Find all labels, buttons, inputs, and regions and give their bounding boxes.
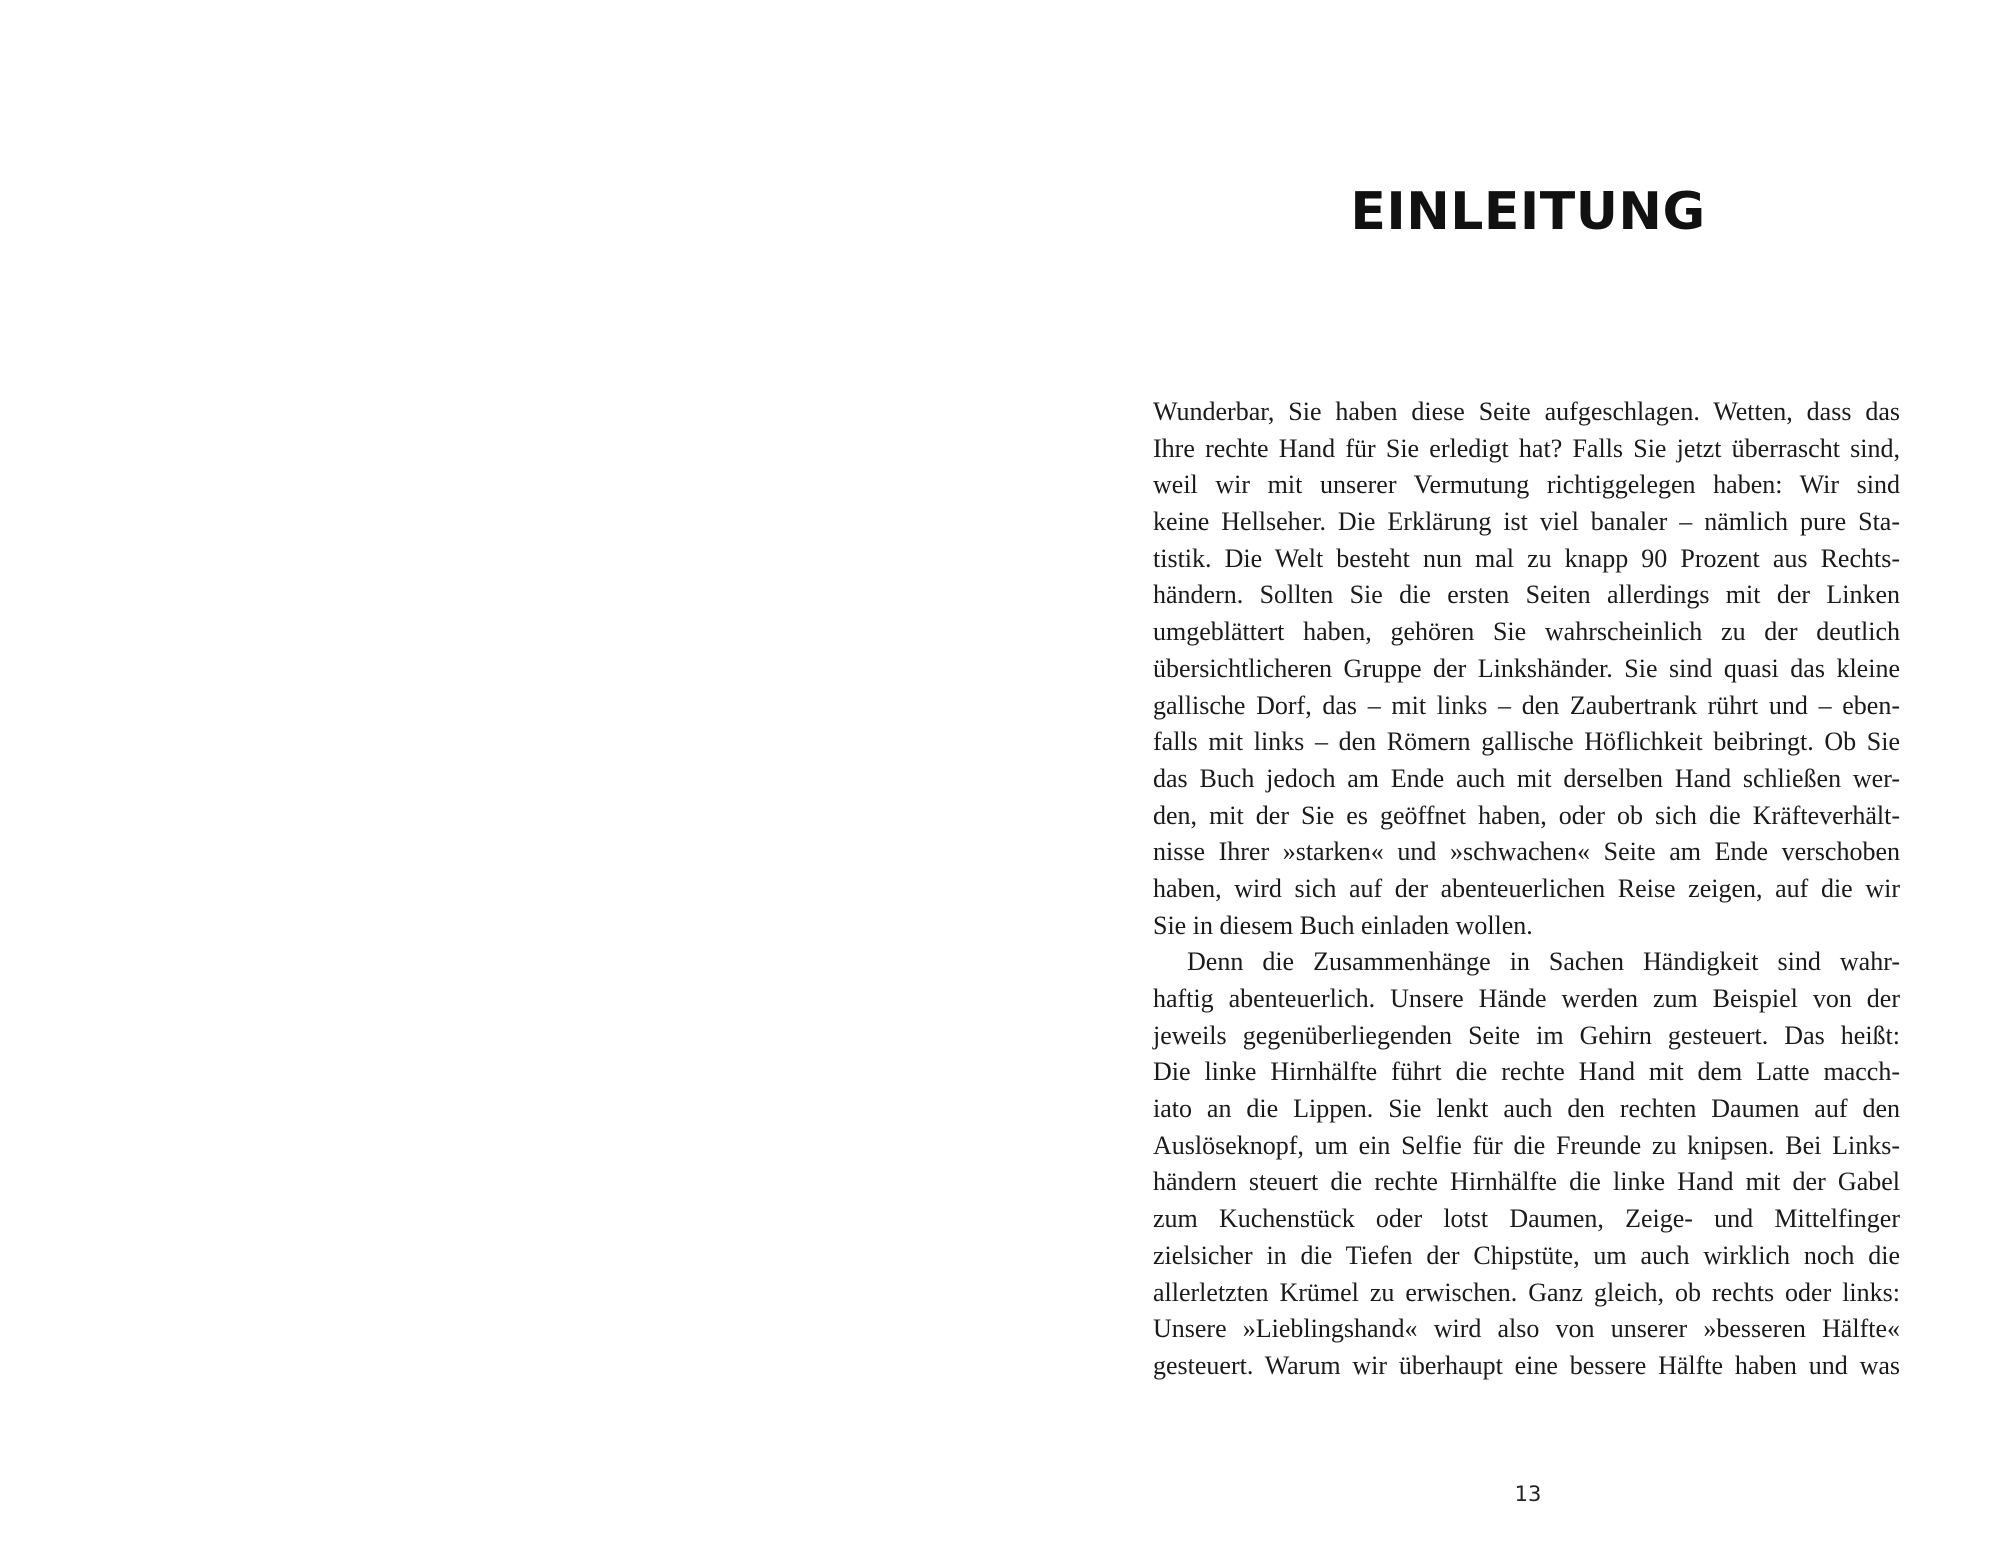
text-line: das Buch jedoch am Ende auch mit derselben Hand schließen wer- (1153, 763, 1900, 793)
text-line: Denn die Zusammenhänge in Sachen Händigkeit sind wahr- (1187, 947, 1900, 977)
text-line: haben, wird sich auf der abenteuerlichen Reise zeigen, auf die wir (1153, 873, 1900, 903)
text-line: tistik. Die Welt besteht nun mal zu knapp 90 Prozent aus Rechts- (1153, 543, 1900, 573)
page-number: 13 (1514, 1482, 1542, 1506)
text-line: übersichtlicheren Gruppe der Linkshänder. Sie sind quasi das kleine (1153, 653, 1900, 683)
text-line: jeweils gegenüberliegenden Seite im Gehirn gesteuert. Das heißt: (1153, 1020, 1900, 1050)
text-line: Die linke Hirnhälfte führt die rechte Hand mit dem Latte macch- (1153, 1057, 1900, 1087)
text-line: händern steuert die rechte Hirnhälfte die linke Hand mit der Gabel (1153, 1167, 1900, 1197)
text-line: allerletzten Krümel zu erwischen. Ganz gleich, ob rechts oder links: (1153, 1277, 1900, 1307)
text-line: umgeblättert haben, gehören Sie wahrscheinlich zu der deutlich (1153, 617, 1900, 647)
text-line: Ihre rechte Hand für Sie erledigt hat? Falls Sie jetzt überrascht sind, (1153, 433, 1900, 463)
text-line: nisse Ihrer »starken« und »schwachen« Seite am Ende verschoben (1153, 837, 1900, 867)
text-line: den, mit der Sie es geöffnet haben, oder ob sich die Kräfteverhält- (1153, 800, 1900, 830)
text-line: haftig abenteuerlich. Unsere Hände werden zum Beispiel von der (1153, 984, 1900, 1013)
text-line: Unsere »Lieblingshand« wird also von unserer »besseren Hälfte« (1153, 1314, 1900, 1344)
text-line: zielsicher in die Tiefen der Chipstüte, um auch wirklich noch die (1153, 1240, 1900, 1270)
text-line: iato an die Lippen. Sie lenkt auch den rechten Daumen auf den (1153, 1094, 1900, 1124)
body-text (1153, 394, 1900, 1385)
text-line: Sie in diesem Buch einladen wollen. (1153, 910, 1533, 940)
paragraph-1 (1153, 394, 1900, 944)
text-line: Wunderbar, Sie haben diese Seite aufgeschlagen. Wetten, dass das (1153, 397, 1900, 426)
text-line: händern. Sollten Sie die ersten Seiten allerdings mit der Linken (1153, 580, 1900, 610)
text-line: Auslöseknopf, um ein Selfie für die Freunde zu knipsen. Bei Links- (1153, 1130, 1900, 1160)
text-line: weil wir mit unserer Vermutung richtiggelegen haben: Wir sind (1153, 470, 1900, 500)
paragraph-2 (1153, 944, 1900, 1384)
text-line: zum Kuchenstück oder lotst Daumen, Zeige- und Mittelfinger (1153, 1204, 1900, 1234)
text-line: gallische Dorf, das – mit links – den Zaubertrank rührt und – eben- (1153, 690, 1900, 720)
text-line: keine Hellseher. Die Erklärung ist viel banaler – nämlich pure Sta- (1153, 507, 1900, 537)
text-line: gesteuert. Warum wir überhaupt eine bessere Hälfte haben und was (1153, 1350, 1900, 1380)
chapter-title: EINLEITUNG (1350, 182, 1706, 242)
text-line: falls mit links – den Römern gallische Höflichkeit beibringt. Ob Sie (1153, 727, 1900, 757)
